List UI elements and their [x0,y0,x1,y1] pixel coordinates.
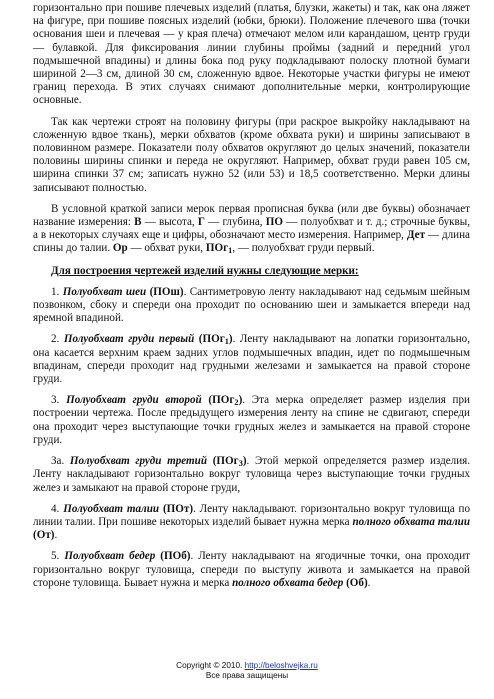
measure-code [199,333,233,345]
measure-text: . Ленту накладывают. горизонтально вокруг туловища по линии талии. При пошиве некоторых изделий бывает нужна мерка [33,502,471,528]
measure-term-full: полного обхвата талии [352,515,470,528]
code-text: (ПОг [198,333,225,346]
code-close: ) [238,394,243,407]
abbr-pog1 [206,242,232,254]
item-number: 5. [51,550,60,563]
text: — глубина, [208,216,263,229]
subscript: 3 [238,459,243,469]
code-close: ) [242,455,247,468]
item-number: За. [51,455,65,468]
abbr-po: ПО [265,216,284,229]
paragraph-2: Так как чертежи строят на половину фигуры (при раскрое выкройку накладывают на сложенную вдвое ткань), мерки обхватов (кроме обхвата руки) и ширины записывают в половинном размере. Показатели полу обхватов округляют до целых значений, показатели половины ширины спинки и переда не округляют. Например, обхват груди равен 105 см, ширина спинки 37 см; записать нужно 52 (или 53) и 18,5 соответственно. Мерки длины записывают полностью. [33,115,470,194]
measure-term: Полуобхват груди первый [63,333,195,346]
measure-item-4 [33,503,470,543]
abbr-g: Г [197,216,205,229]
measure-term: Полуобхват груди третий [69,455,208,468]
site-link[interactable]: http://beloshvejka.ru [244,661,318,670]
measure-text: . Ленту накладывают на лопатки горизонтально, она касается верхним краем задних углов подмышечных впадин, идет по подмышечным впадинам, спереди проходит над грудными железами и замыкается на правой стороне груди. [33,333,470,386]
measure-code-full: (Об) [346,576,368,589]
copyright-line [0,661,494,671]
text: . [367,576,371,589]
abbr-text: ПОг [205,242,229,255]
subscript: 2 [234,398,239,408]
measure-text: . Эта мерка определяет размер изделия при построении чертежа. После предыдущего измерения ленту на спине не сдвигают, спереди она проходит через выступающие точки грудных желез и замыкается на правой стороне груди. [33,394,470,446]
subscript: 1 [224,337,229,347]
measure-code: (ПОт) [162,502,194,515]
code-close: ) [228,333,233,346]
measure-item-3a [33,455,470,495]
abbr-det: Дет [406,229,426,242]
measure-term: Полуобхват талии [63,502,160,515]
copyright-text: Copyright © 2010. [176,661,243,670]
code-text: (ПОг [208,394,235,407]
measure-item-1 [33,286,470,326]
page-footer [0,661,494,681]
subscript: 1 [228,246,233,256]
text: . [54,529,58,542]
document-page [33,2,470,590]
measure-code [213,455,247,467]
measure-term: Полуобхват бедер [64,550,156,563]
item-number: 3. [51,394,60,407]
measure-code: (ПОб) [160,550,191,563]
text: — длина спины до талии. [33,229,470,255]
abbr-or: Ор [112,242,128,255]
text: , — полуобхват груди первый. [232,242,375,255]
measure-item-5 [33,550,470,590]
measure-text: . Ленту накладывают на ягодичные точки, она проходит горизонтально вокруг туловища, спереди по выступу живота и замыкается на правой стороне туловища. Бывает нужна и мерка [33,550,470,589]
code-text: (ПОг [212,455,239,468]
abbr-v: В [134,216,142,229]
measure-code: (ПОш) [149,285,184,298]
measure-term: Полуобхват груди второй [66,394,202,407]
text: — обхват руки, [130,242,204,255]
paragraph-1: горизонтально при пошиве плечевых изделий (платья, блузки, жакеты) и так, как она ляжет на фигуре, при пошиве поясных изделий (юбки, брюки). Положение плечевого шва (точки основания шеи и плечевая — у края плеча) отмечают мелом или карандашом, центр груди — булавкой. Для фиксирования линии глубины проймы (задний и передний угол подмышечной впадины) и длины бока под руку подкладывают полоску плотной бумаги шириной 2—3 см, длиной 30 см, сложенную вдвое. Некоторые участки фигуры не имеют границ перехода. В этих случаях снимают дополнительные мерки, контролирующие основные. [33,2,470,107]
text: В условной краткой записи мерок первая прописная буква (или две буквы) обозначает название измерения: [33,202,470,229]
text: — высота, [144,216,195,229]
section-heading: Для построения чертежей изделий нужны следующие мерки: [51,264,359,277]
paragraph-3 [33,203,470,256]
measure-term: Полуобхват шеи [62,285,147,298]
item-number: 4. [51,502,60,515]
measure-item-2 [33,333,470,386]
measure-code-full: (От) [33,529,55,542]
item-number: 1. [51,285,60,298]
measure-code [208,394,242,406]
rights-text: Все права защищены [205,671,289,680]
text: — полуобхват и т. д.; строчные буквы, а в некоторых случаях еще и цифры, обозначают место измерения. Например, [33,216,471,242]
measure-term-full: полного обхвата бедер [232,576,344,589]
measure-text: . Этой меркой определяется размер изделия. Ленту накладывают горизонтально вокруг туловища через выступающие точки грудных желез и замыкают на правой стороне груди, [33,455,471,494]
item-number: 2. [51,333,60,346]
measure-item-3 [33,394,470,447]
measure-text: . Сантиметровую ленту накладывают над седьмым шейным позвонком, сбоку и спереди она проходит по основанию шеи и замыкается впереди над яремной впадиной. [33,285,470,325]
